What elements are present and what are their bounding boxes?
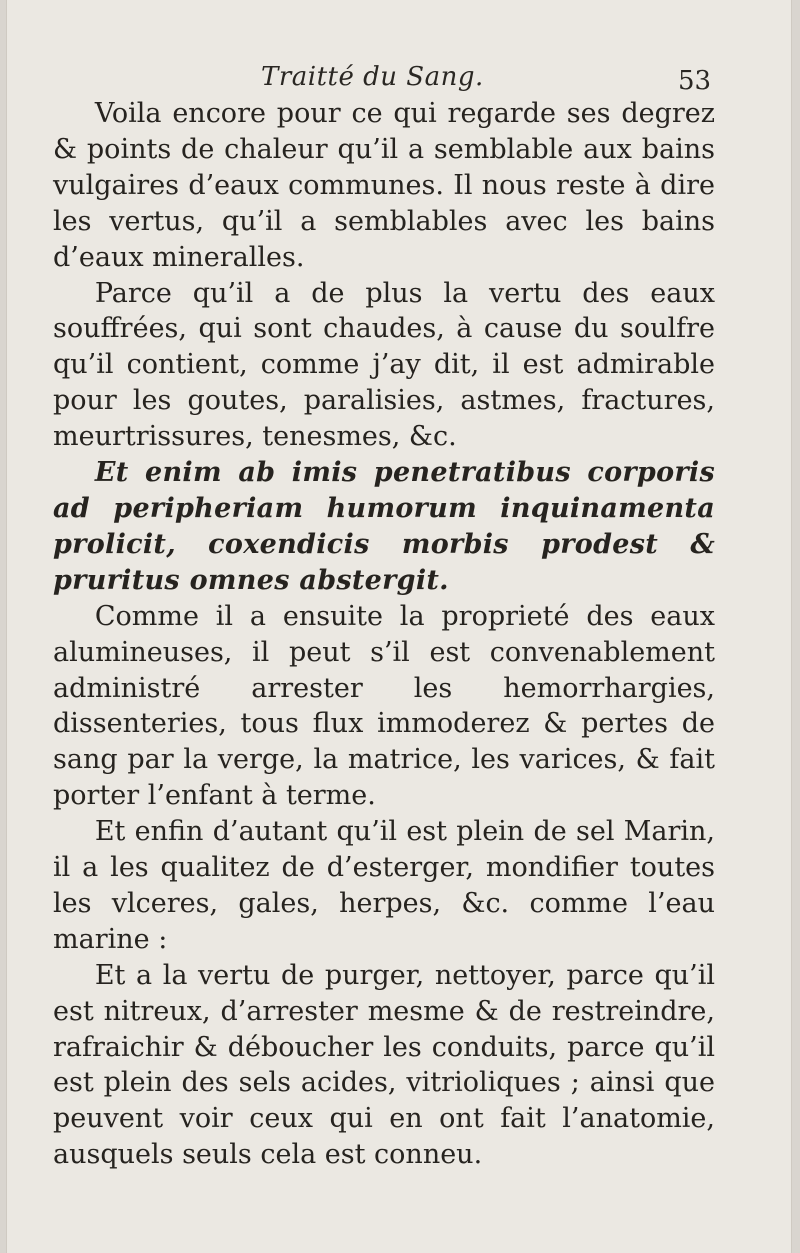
paragraph-latin-quotation: Et enim ab imis penetratibus corporis ad peripheriam humorum inquinamenta prolicit, coxendicis morbis prodest & pruritus omnes abstergit. xyxy=(53,457,715,596)
body-text xyxy=(53,96,715,1173)
paragraph-bains-vulgaires: Voila encore pour ce qui regarde ses degrez & points de chaleur qu’il a semblable aux bains vulgaires d’eaux communes. Il nous reste à dire les vertus, qu’il a semblables avec les bains d’eaux mineralles. xyxy=(53,98,715,273)
paragraph-eaux-alumineuses: Comme il a ensuite la proprieté des eaux alumineuses, il peut s’il est convenablement administré arrester les hemorrhargies, dissenteries, tous flux immoderez & pertes de sang par la verge, la matrice, les varices, & fait porter l’enfant à terme. xyxy=(53,600,715,812)
running-title: Traitté du Sang. xyxy=(261,62,484,92)
book-page xyxy=(6,0,792,1253)
paragraph-eaux-souffrees: Parce qu’il a de plus la vertu des eaux souffrées, qui sont chaudes, à cause du soulfre qu’il contient, comme j’ay dit, il est admirable pour les goutes, paralisies, astmes, fractures, meurtrissures, tenesmes, &c. xyxy=(53,277,715,453)
page-number: 53 xyxy=(678,66,712,96)
paragraph-sel-marin: Et enfin d’autant qu’il est plein de sel Marin, il a les qualitez de d’esterger, mondifier toutes les vlceres, gales, herpes, &c. comme l’eau marine : xyxy=(53,816,715,955)
running-head xyxy=(7,56,791,96)
paragraph-vertu-de-purger: Et a la vertu de purger, nettoyer, parce qu’il est nitreux, d’arrester mesme & de restreindre, rafraichir & déboucher les conduits, parce qu’il est plein des sels acides, vitrioliques ; ainsi que peuvent voir ceux qui en ont fait l’anatomie, ausquels seuls cela est conneu. xyxy=(53,959,715,1171)
